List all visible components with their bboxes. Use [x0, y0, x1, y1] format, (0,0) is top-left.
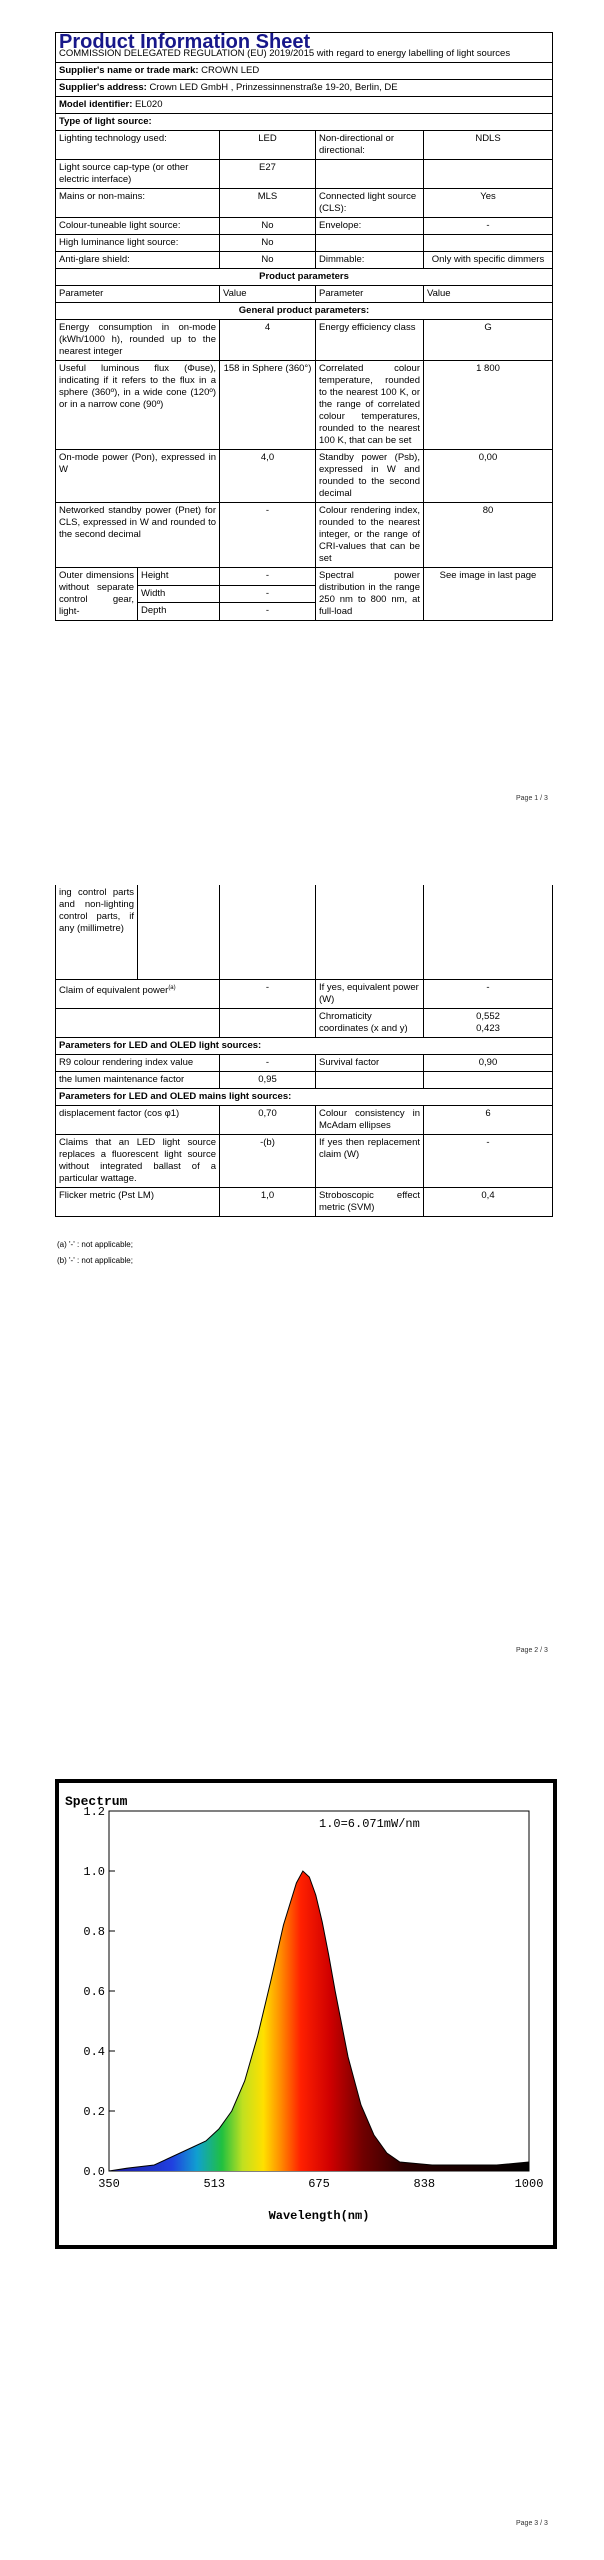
light_rows-value-2: NDLS	[424, 131, 553, 160]
led_rows-value: 0,95	[220, 1072, 316, 1089]
x-tick-label: 513	[203, 2177, 226, 2191]
footnote-a: (a) '-' : not applicable;	[57, 1240, 133, 1249]
supplier-value: CROWN LED	[201, 65, 260, 76]
gen_rows-parameter-2: Colour rendering index, rounded to the nearest integer, or the range of CRI-values that can be set	[316, 503, 424, 568]
page2-table	[55, 979, 553, 1217]
general-heading: General product parameters:	[56, 303, 553, 320]
led_rows-parameter: R9 colour rendering index value	[56, 1055, 220, 1072]
light_rows-parameter-2	[316, 160, 424, 189]
page-number-1: Page 1 / 3	[516, 795, 548, 802]
header-value-2: Value	[424, 286, 553, 303]
page-number-3: Page 3 / 3	[516, 2520, 548, 2527]
led_rows-parameter-2	[316, 1072, 424, 1089]
y-tick-label: 0.4	[83, 2045, 105, 2059]
x-tick-label: 1000	[514, 2177, 544, 2191]
product-parameters-heading: Product parameters	[56, 269, 553, 286]
mains-section-heading: Parameters for LED and OLED mains light sources:	[56, 1089, 553, 1106]
model-label: Model identifier:	[59, 99, 133, 110]
mains_rows-value: -(b)	[220, 1135, 316, 1188]
mains_rows-value: 0,70	[220, 1106, 316, 1135]
outer-dimensions-continued	[55, 885, 553, 980]
width-label: Width	[138, 585, 220, 603]
spectrum-chart-frame	[55, 1779, 557, 2249]
outer-dimensions-table	[55, 567, 553, 621]
equivalent-power-label: If yes, equivalent power (W)	[316, 980, 424, 1009]
gen_rows-value-2: 0,00	[424, 450, 553, 503]
spectrum-chart-area	[59, 1783, 553, 2245]
depth-value: -	[220, 603, 316, 621]
chart-annotation: 1.0=6.071mW/nm	[319, 1817, 420, 1831]
light_rows-parameter: Anti-glare shield:	[56, 252, 220, 269]
equivalent-power-value: -	[424, 980, 553, 1009]
type-label: Type of light source:	[56, 114, 553, 131]
led_rows-parameter-2: Survival factor	[316, 1055, 424, 1072]
led_rows-parameter: the lumen maintenance factor	[56, 1072, 220, 1089]
empty-cell	[424, 885, 553, 980]
spectrum-chart	[59, 1783, 553, 2245]
empty-cell	[220, 885, 316, 980]
chromaticity-label: Chromaticity coordinates (x and y)	[316, 1009, 424, 1038]
supplier-label: Supplier's name or trade mark:	[59, 65, 199, 76]
led_rows-value: -	[220, 1055, 316, 1072]
light_rows-value-2	[424, 235, 553, 252]
light_rows-value: No	[220, 252, 316, 269]
light_rows-parameter: Mains or non-mains:	[56, 189, 220, 218]
gen_rows-parameter-2: Correlated colour temperature, rounded to the nearest 100 K, or the range of correlated colour temperatures, rounded to the nearest 100 K, that can be set	[316, 361, 424, 450]
mains_rows-parameter-2: Colour consistency in McAdam ellipses	[316, 1106, 424, 1135]
empty-cell	[316, 885, 424, 980]
light_rows-value: LED	[220, 131, 316, 160]
light_rows-value-2: Yes	[424, 189, 553, 218]
light_rows-parameter: Colour-tuneable light source:	[56, 218, 220, 235]
light_rows-value-2: Only with specific dimmers	[424, 252, 553, 269]
gen_rows-parameter: Networked standby power (Pnet) for CLS, expressed in W and rounded to the second decimal	[56, 503, 220, 568]
spectrum-area	[109, 1871, 529, 2171]
gen_rows-parameter-2: Energy efficiency class	[316, 320, 424, 361]
y-tick-label: 1.2	[83, 1805, 105, 1819]
empty-cell	[220, 1009, 316, 1038]
light_rows-value: E27	[220, 160, 316, 189]
x-tick-label: 838	[413, 2177, 436, 2191]
y-tick-label: 0.0	[83, 2165, 105, 2179]
mains_rows-parameter: Flicker metric (Pst LM)	[56, 1188, 220, 1217]
address-label: Supplier's address:	[59, 82, 147, 93]
mains_rows-value: 1,0	[220, 1188, 316, 1217]
led_rows-value-2: 0,90	[424, 1055, 553, 1072]
outer-dimensions-label: Outer dimensions without separate control gear, light-	[56, 568, 138, 621]
page-1	[55, 32, 552, 621]
gen_rows-value: 4,0	[220, 450, 316, 503]
light_rows-parameter: High luminance light source:	[56, 235, 220, 252]
page-title: Product Information Sheet	[59, 31, 311, 53]
regulation-text: COMMISSION DELEGATED REGULATION (EU) 2019/2015 with regard to energy labelling of light sources	[59, 48, 511, 59]
light_rows-value-2: -	[424, 218, 553, 235]
mains_rows-parameter: Claims that an LED light source replaces a fluorescent light source without integrated ballast of a particular wattage.	[56, 1135, 220, 1188]
equivalent-power-claim-label	[56, 980, 220, 1009]
led_rows-value-2	[424, 1072, 553, 1089]
page-2	[55, 885, 552, 1217]
y-tick-label: 0.8	[83, 1925, 105, 1939]
light_rows-parameter-2: Non-directional or directional:	[316, 131, 424, 160]
led-section-heading: Parameters for LED and OLED light sources:	[56, 1038, 553, 1055]
y-tick-label: 0.2	[83, 2105, 105, 2119]
empty-cell	[138, 885, 220, 980]
light_rows-parameter-2: Dimmable:	[316, 252, 424, 269]
width-value: -	[220, 585, 316, 603]
gen_rows-parameter: Energy consumption in on-mode (kWh/1000 h), rounded up to the nearest integer	[56, 320, 220, 361]
gen_rows-value-2: 1 800	[424, 361, 553, 450]
page-number-2: Page 2 / 3	[516, 1647, 548, 1654]
chart-title: Spectrum	[65, 1794, 128, 1809]
equivalent-power-claim-text: Claim of equivalent power$^{(a)}$	[59, 985, 176, 997]
height-label: Height	[138, 568, 220, 586]
model-value: EL020	[135, 99, 163, 110]
footnote-b: (b) '-' : not applicable;	[57, 1256, 133, 1265]
light_rows-value: MLS	[220, 189, 316, 218]
spectral-label: Spectral power distribution in the range 250 nm to 800 nm, at full-load	[316, 568, 424, 621]
gen_rows-parameter-2: Standby power (Psb), expressed in W and rounded to the second decimal	[316, 450, 424, 503]
gen_rows-value: 158 in Sphere (360°)	[220, 361, 316, 450]
mains_rows-parameter: displacement factor (cos φ1)	[56, 1106, 220, 1135]
info-table	[55, 32, 553, 568]
mains_rows-parameter-2: If yes then replacement claim (W)	[316, 1135, 424, 1188]
light_rows-parameter-2	[316, 235, 424, 252]
header-value: Value	[220, 286, 316, 303]
header-parameter-2: Parameter	[316, 286, 424, 303]
light_rows-parameter: Light source cap-type (or other electric interface)	[56, 160, 220, 189]
x-tick-label: 350	[98, 2177, 120, 2191]
equivalent-power-claim-value: -	[220, 980, 316, 1009]
mains_rows-value-2: 6	[424, 1106, 553, 1135]
gen_rows-parameter: Useful luminous flux (Φuse), indicating if it refers to the flux in a sphere (360º), in a wide cone (120º) or in a narrow cone (90º)	[56, 361, 220, 450]
header-parameter: Parameter	[56, 286, 220, 303]
light_rows-parameter-2: Connected light source (CLS):	[316, 189, 424, 218]
gen_rows-value: -	[220, 503, 316, 568]
gen_rows-value: 4	[220, 320, 316, 361]
light_rows-value: No	[220, 235, 316, 252]
x-tick-label: 675	[308, 2177, 330, 2191]
mains_rows-value-2: 0,4	[424, 1188, 553, 1217]
gen_rows-value-2: 80	[424, 503, 553, 568]
light_rows-value-2	[424, 160, 553, 189]
light_rows-value: No	[220, 218, 316, 235]
empty-cell	[56, 1009, 220, 1038]
light_rows-parameter-2: Envelope:	[316, 218, 424, 235]
outer-dimensions-label-cont: ing control parts and non-lighting control parts, if any (millimetre)	[56, 885, 138, 980]
height-value: -	[220, 568, 316, 586]
address-value: Crown LED GmbH , Prinzessinnenstraße 19-20, Berlin, DE	[149, 82, 398, 93]
x-axis-label: Wavelength(nm)	[268, 2209, 370, 2223]
y-tick-label: 0.6	[83, 1985, 105, 1999]
mains_rows-value-2: -	[424, 1135, 553, 1188]
gen_rows-parameter: On-mode power (Pon), expressed in W	[56, 450, 220, 503]
light_rows-parameter: Lighting technology used:	[56, 131, 220, 160]
chromaticity-value: 0,552 0,423	[424, 1009, 553, 1038]
gen_rows-value-2: G	[424, 320, 553, 361]
spectral-value: See image in last page	[424, 568, 553, 621]
depth-label: Depth	[138, 603, 220, 621]
mains_rows-parameter-2: Stroboscopic effect metric (SVM)	[316, 1188, 424, 1217]
y-tick-label: 1.0	[83, 1865, 105, 1879]
